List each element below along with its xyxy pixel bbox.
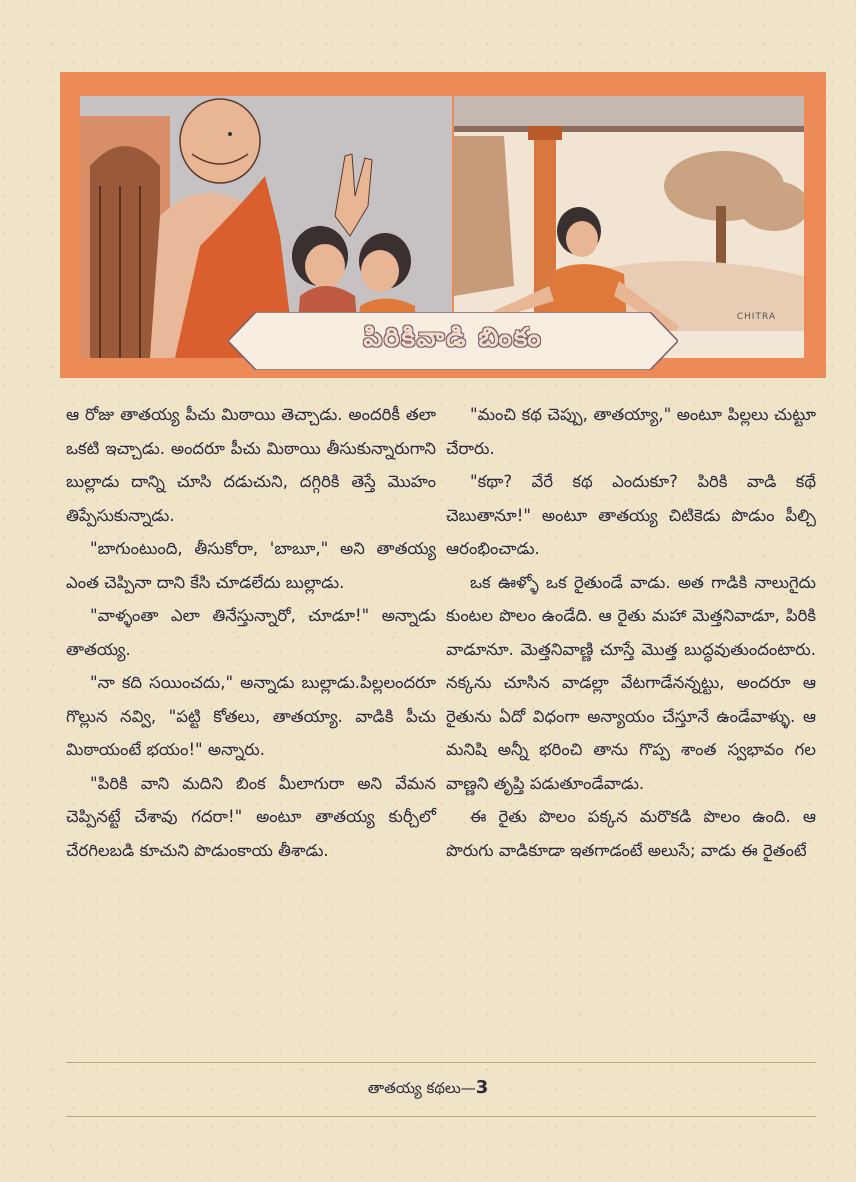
footer-rule-top <box>66 1062 816 1063</box>
page-number: 3 <box>475 1077 489 1098</box>
paragraph: "మంచి కథ చెప్పు, తాతయ్యా," అంటూ పిల్లలు చుట్టూ చేరారు. <box>446 405 816 458</box>
story-illustration <box>60 72 826 378</box>
footer-rule-bottom <box>66 1116 816 1117</box>
page-footer <box>0 1077 856 1101</box>
paragraph: ఒక ఊళ్ళో ఒక రైతుండే వాడు. అత గాడికి నాలుగైదు కుంటల పొలం ఉండేది. ఆ రైతు మహా మెత్తనివాడూ, పిరికి వాడూనూ. మెత్తనివాణ్ణి చూస్తే మొత్త బుద్ధవుతుందంటారు. నక్కను చూసిన వాడల్లా వేటగాడేనన్నట్టు, అందరూ ఆ రైతును ఏదో విధంగా అన్యాయం చేస్తూనే ఉండేవాళ్ళు. ఆ మనిషి అన్నీ భరించి తాను గొప్ప శాంత స్వభావం గల వాణ్ణని తృప్తి పడుతూండేవాడు. <box>446 572 816 793</box>
paragraph: "బాగుంటుంది, తీసుకోరా, 'బాబూ," అని తాతయ్య ఎంత చెప్పినా దాని కేసి చూడలేదు బుల్లాడు. <box>66 539 436 592</box>
paragraph: "కథా? వేరే కథ ఎందుకూ? పిరికి వాడి కథే చెబుతానూ!" అంటూ తాతయ్య చిటికెడు పొడుం పీల్చి ఆరంభించాడు. <box>446 472 816 558</box>
footer-label: తాతయ్య కథలు— <box>367 1079 476 1097</box>
paragraph: "పిరికి వాని మదిని బింక మీలాగురా అని వేమన చెప్పినట్టే చేశావు గదరా!" అంటూ తాతయ్య కుర్చీలో చేరగిలబడి కూచుని పొడుంకాయ తీశాడు. <box>66 773 436 860</box>
paragraph: ఈ రైతు పొలం పక్కన మరొకడి పొలం ఉంది. ఆ పొరుగు వాడికూడా ఇతగాడంటే అలుసే; వాడు ఈ రైతంటే <box>446 807 816 860</box>
title-banner <box>228 312 678 370</box>
text-column-right <box>446 398 816 867</box>
paragraph: "వాళ్ళంతా ఎలా తినేస్తున్నారో, చూడూ!" అన్నాడు తాతయ్య. <box>66 606 436 659</box>
artist-signature: CHITRA <box>736 312 776 322</box>
paragraph: "నా కది సయించదు," అన్నాడు బుల్లాడు.పిల్లలందరూ గొల్లున నవ్వి, "పట్టి కోతలు, తాతయ్యా. వాడికి పీచు మిఠాయంటే భయం!" అన్నారు. <box>66 673 436 759</box>
story-title: పిరికివాడి బింకం <box>363 323 543 353</box>
paragraph: ఆ రోజు తాతయ్య పీచు మిఠాయి తెచ్చాడు. అందరికీ తలా ఒకటి ఇచ్చాడు. అందరూ పీచు మిఠాయి తీసుకున్నారుగాని బుల్లాడు దాన్ని చూసి దడుచుని, దగ్గిరికి తెస్తే మొహం తిప్పేసుకున్నాడు. <box>66 405 436 525</box>
text-column-left <box>66 398 436 867</box>
